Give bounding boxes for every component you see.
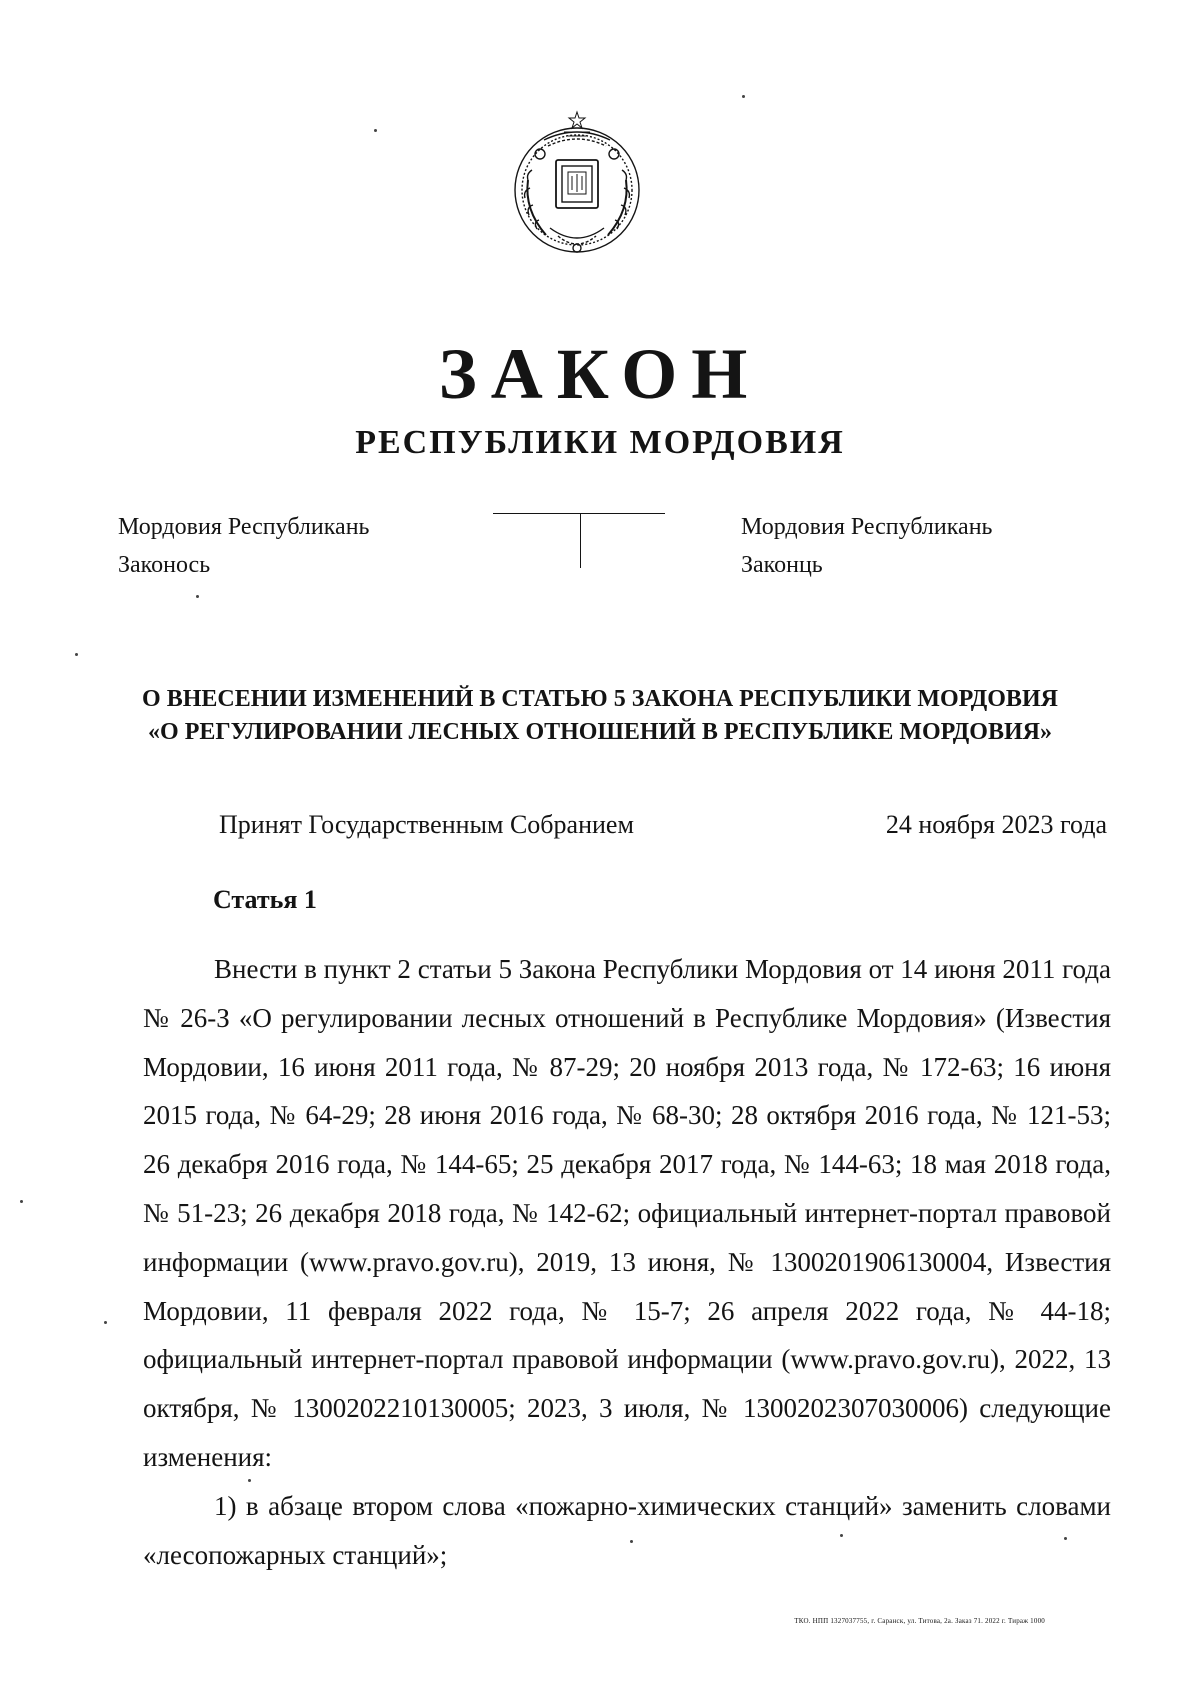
document-title-line2: «О РЕГУЛИРОВАНИИ ЛЕСНЫХ ОТНОШЕНИЙ В РЕСПУБЛИКЕ МОРДОВИЯ» — [148, 719, 1052, 745]
article-paragraph: 1) в абзаце втором слова «пожарно-химических станций» заменить словами «лесопожарных станций»; — [143, 1490, 1111, 1570]
scan-speck — [248, 1479, 251, 1482]
document-title-line1: О ВНЕСЕНИИ ИЗМЕНЕНИЙ В СТАТЬЮ 5 ЗАКОНА РЕСПУБЛИКИ МОРДОВИЯ — [142, 686, 1058, 712]
moksha-title-left — [118, 508, 369, 584]
scan-speck — [630, 1540, 633, 1543]
adopted-date: 24 ноября 2023 года — [885, 810, 1107, 839]
moksha-right-line1: Мордовия Республикань — [741, 514, 993, 540]
moksha-left-line2: Законось — [118, 552, 211, 578]
scan-speck — [742, 95, 745, 98]
article-body — [143, 945, 1111, 1579]
moksha-right-line2: Законць — [741, 552, 823, 578]
scan-speck — [104, 1321, 107, 1324]
adopted-by-text: Принят Государственным Собранием — [219, 810, 634, 839]
scan-speck — [374, 129, 377, 132]
scan-speck — [196, 595, 199, 598]
print-imprint: ТКО. НПП 1327037755, г. Саранск, ул. Титова, 2а. Заказ 71. 2022 г. Тираж 1000 — [794, 1617, 1045, 1625]
article-paragraph: Внести в пункт 2 статьи 5 Закона Республики Мордовия от 14 июня 2011 года № 26-З «О регулировании лесных отношений в Республике Мордовия» (Известия Мордовии, 16 июня 2011 года, № 87-29; 20 ноября 2013 года, № 172-63; 16 июня 2015 года, № 64-29; 28 июня 2016 года, № 68-30; 28 октября 2016 года, № 121-53; 26 декабря 2016 года, № 144-65; 25 декабря 2017 года, № 144-63; 18 мая 2018 года, № 51-23; 26 декабря 2018 года, № 142-62; официальный интернет-портал правовой информации (www.pravo.gov.ru), 2019, 13 июня, № 1300201906130004, Известия Мордовии, 11 февраля 2022 года, № 15-7; 26 апреля 2022 года, № 44-18; официальный интернет-портал правовой информации (www.pravo.gov.ru), 2022, 13 октября, № 1300202210130005; 2023, 3 июля, № 1300202307030006) следующие изменения: — [143, 954, 1111, 1472]
coat-of-arms-emblem — [506, 110, 648, 260]
header-divider-horizontal — [493, 513, 665, 514]
document-title — [0, 683, 1200, 749]
moksha-left-line1: Мордовия Республикань — [118, 514, 370, 540]
article-heading: Статья 1 — [213, 885, 317, 914]
header-divider-vertical — [580, 513, 581, 568]
law-subtitle: РЕСПУБЛИКИ МОРДОВИЯ — [355, 424, 845, 461]
moksha-title-right — [741, 508, 992, 584]
scan-speck — [75, 653, 78, 656]
scan-speck — [840, 1534, 843, 1537]
law-title: ЗАКОН — [438, 334, 762, 414]
scan-speck — [1064, 1537, 1067, 1540]
scan-speck — [20, 1200, 23, 1203]
